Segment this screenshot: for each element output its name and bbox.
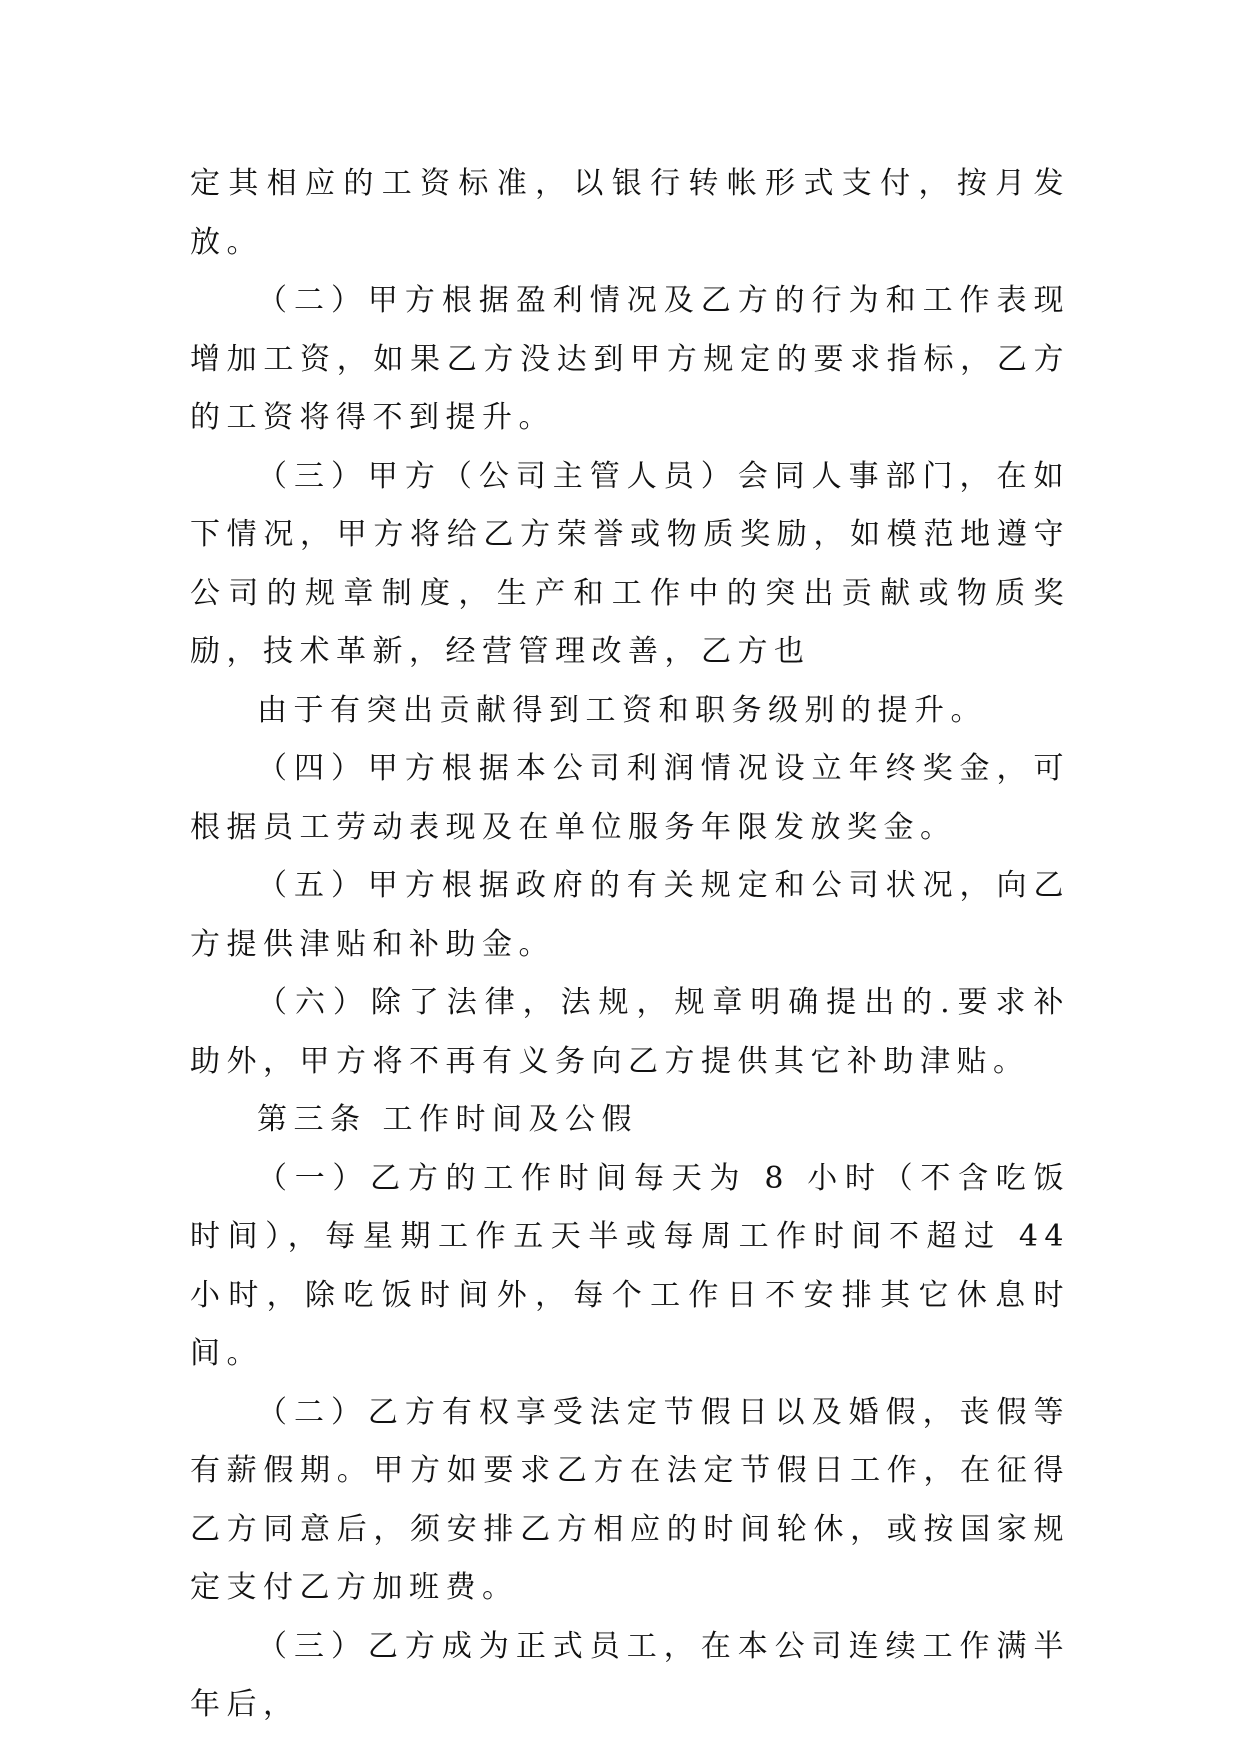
paragraph-regular-employee: （三）乙方成为正式员工，在本公司连续工作满半年后， [190, 1628, 1070, 1722]
paragraph-wage-standard: 定其相应的工资标准，以银行转帐形式支付，按月发放。 [190, 166, 1070, 260]
paragraph-rewards-continued: 由于有突出贡献得到工资和职务级别的提升。 [257, 692, 987, 728]
paragraph-year-end-bonus: （四）甲方根据本公司利润情况设立年终奖金，可根据员工劳动表现及在单位服务年限发放奖金。 [190, 751, 1070, 845]
paragraph-wage-increase: （二）甲方根据盈利情况及乙方的行为和工作表现增加工资，如果乙方没达到甲方规定的要求指标，乙方的工资将得不到提升。 [190, 283, 1070, 435]
paragraph-working-hours: （一）乙方的工作时间每天为 8 小时（不含吃饭时间），每星期工作五天半或每周工作时间不超过 44 小时，除吃饭时间外，每个工作日不安排其它休息时间。 [190, 1160, 1070, 1371]
document-body [190, 155, 1070, 1735]
section-heading-article-3: 第三条 工作时间及公假 [257, 1102, 639, 1137]
paragraph-rewards: （三）甲方（公司主管人员）会同人事部门，在如下情况，甲方将给乙方荣誉或物质奖励，如模范地遵守公司的规章制度，生产和工作中的突出贡献或物质奖励，技术革新，经营管理改善，乙方也 [190, 458, 1070, 669]
paragraph-paid-holidays: （二）乙方有权享受法定节假日以及婚假，丧假等有薪假期。甲方如要求乙方在法定节假日工作，在征得乙方同意后，须安排乙方相应的时间轮休，或按国家规定支付乙方加班费。 [190, 1394, 1070, 1605]
paragraph-allowances: （五）甲方根据政府的有关规定和公司状况，向乙方提供津贴和补助金。 [190, 868, 1070, 962]
paragraph-no-other-subsidy: （六）除了法律，法规，规章明确提出的.要求补助外，甲方将不再有义务向乙方提供其它补助津贴。 [190, 985, 1070, 1079]
